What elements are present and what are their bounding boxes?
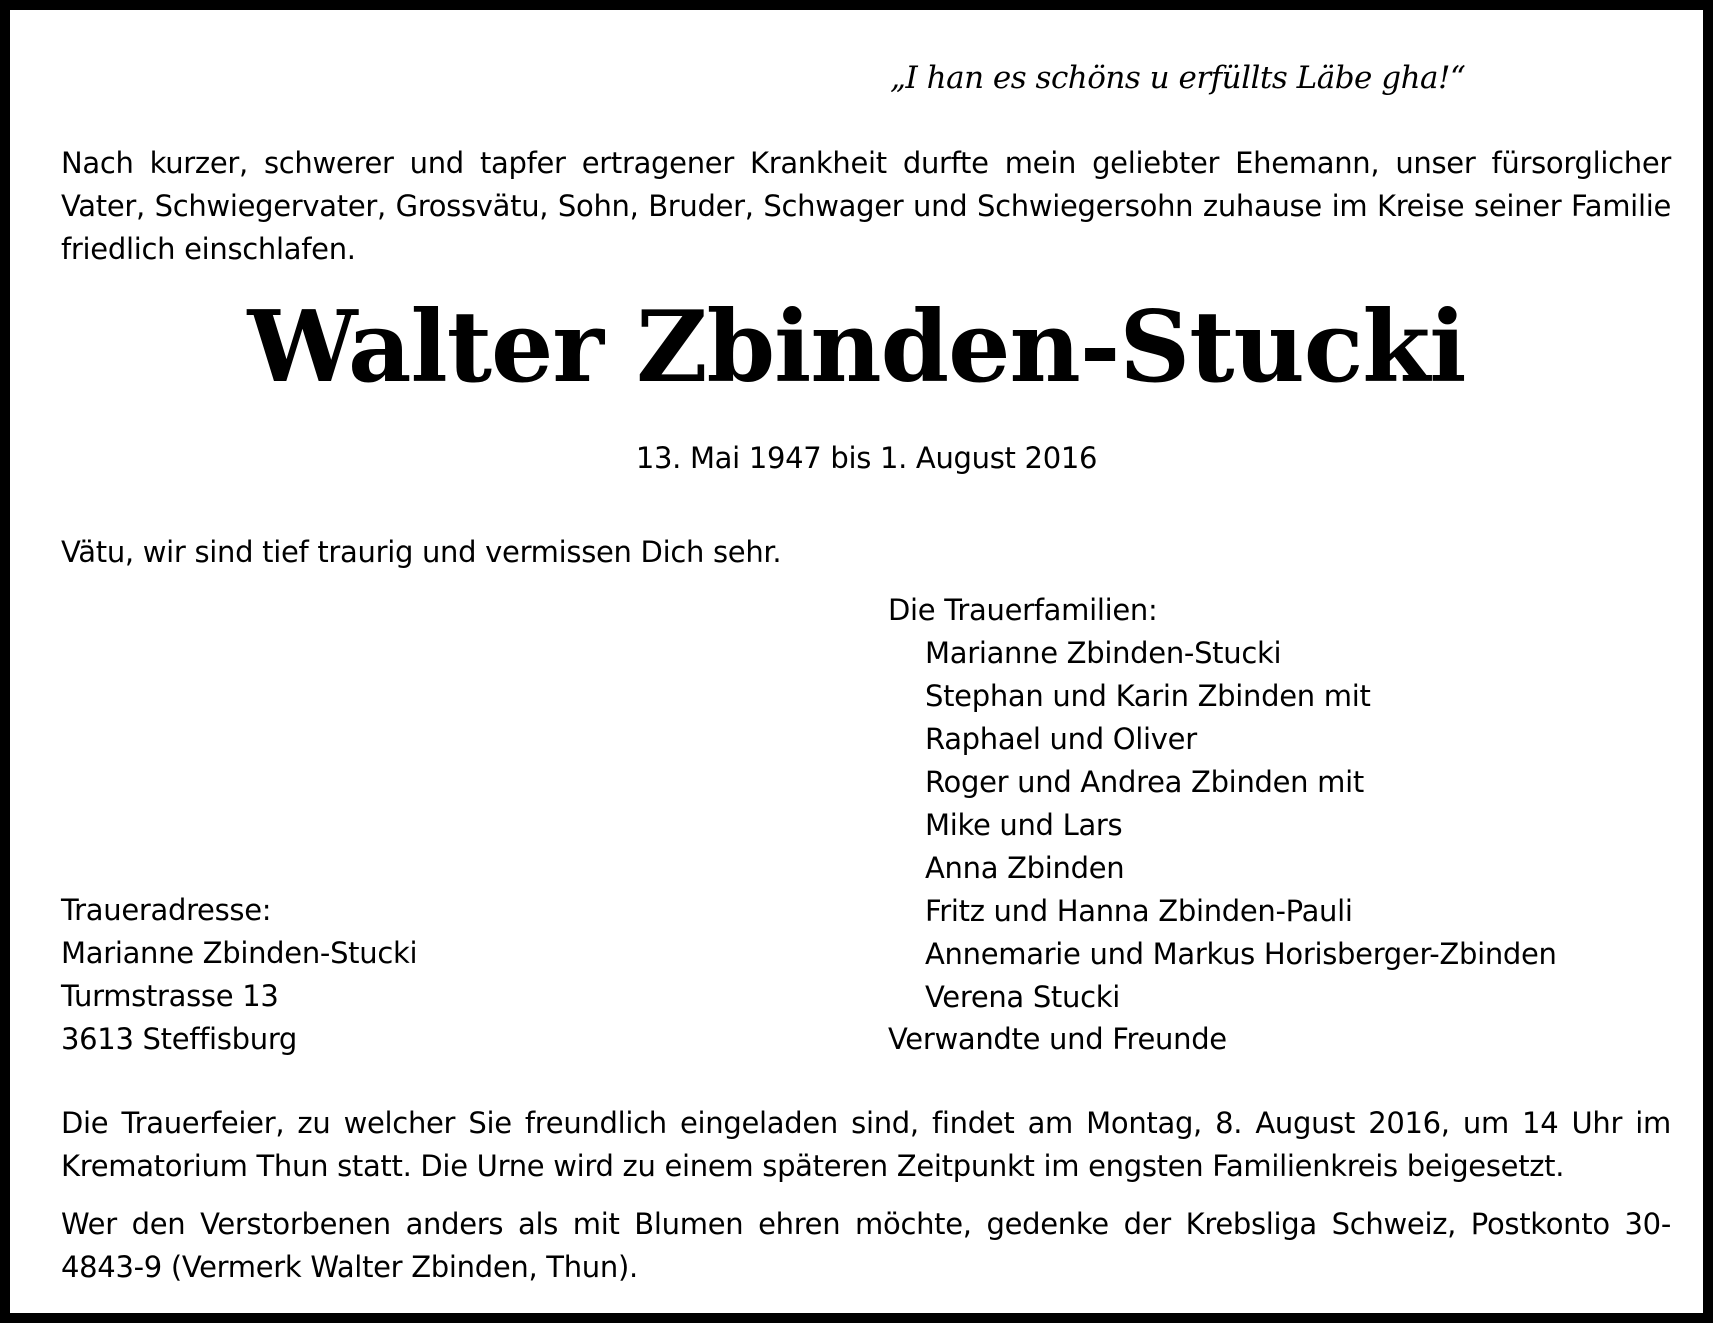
deceased-name: Walter Zbinden-Stucki — [247, 290, 1466, 405]
intro-paragraph: Nach kurzer, schwerer und tapfer ertragener Krankheit durfte mein geliebter Ehemann, unser fürsorglicher Vater, Schwiegervater, Grossvätu, Sohn, Bruder, Schwager und Schwiegersohn zuhause im Kreise seiner Familie friedlich einschlafen. — [61, 146, 1671, 266]
life-dates: 13. Mai 1947 bis 1. August 2016 — [635, 441, 1098, 475]
mourning-address — [61, 889, 417, 1061]
donation-paragraph: Wer den Verstorbenen anders als mit Blumen ehren möchte, gedenke der Krebsliga Schweiz, Postkonto 30-4843-9 (Vermerk Walter Zbinden, Thun). — [61, 1207, 1671, 1284]
mourner-entry: Marianne Zbinden-Stucki — [925, 636, 1282, 670]
mourner-entry: Anna Zbinden — [925, 851, 1125, 885]
address-city: 3613 Steffisburg — [61, 1022, 298, 1056]
mourner-entry: Roger und Andrea Zbinden mit — [925, 765, 1364, 799]
address-name: Marianne Zbinden-Stucki — [61, 936, 418, 970]
mourner-entry: Annemarie und Markus Horisberger-Zbinden — [925, 937, 1557, 971]
service-paragraph: Die Trauerfeier, zu welcher Sie freundlich eingeladen sind, findet am Montag, 8. August 2016, um 14 Uhr im Krematorium Thun statt. Die Urne wird zu einem späteren Zeitpunkt im engsten Familienkreis beigesetzt. — [61, 1106, 1671, 1183]
personal-message: Vätu, wir sind tief traurig und vermissen Dich sehr. — [61, 535, 782, 569]
mourner-entry: Mike und Lars — [925, 808, 1123, 842]
address-street: Turmstrasse 13 — [61, 979, 279, 1013]
mourners-closing: Verwandte und Freunde — [888, 1022, 1227, 1056]
mourners-heading: Die Trauerfamilien: — [888, 593, 1158, 627]
motto-quote: „I han es schöns u erfüllts Läbe gha!“ — [890, 60, 1466, 96]
mourner-entry: Fritz und Hanna Zbinden-Pauli — [925, 894, 1353, 928]
mourner-entry: Raphael und Oliver — [925, 722, 1197, 756]
address-label: Traueradresse: — [61, 893, 272, 927]
mourner-entry: Stephan und Karin Zbinden mit — [925, 679, 1371, 713]
mourner-entry: Verena Stucki — [925, 980, 1120, 1014]
mourners-list — [925, 632, 1557, 1019]
